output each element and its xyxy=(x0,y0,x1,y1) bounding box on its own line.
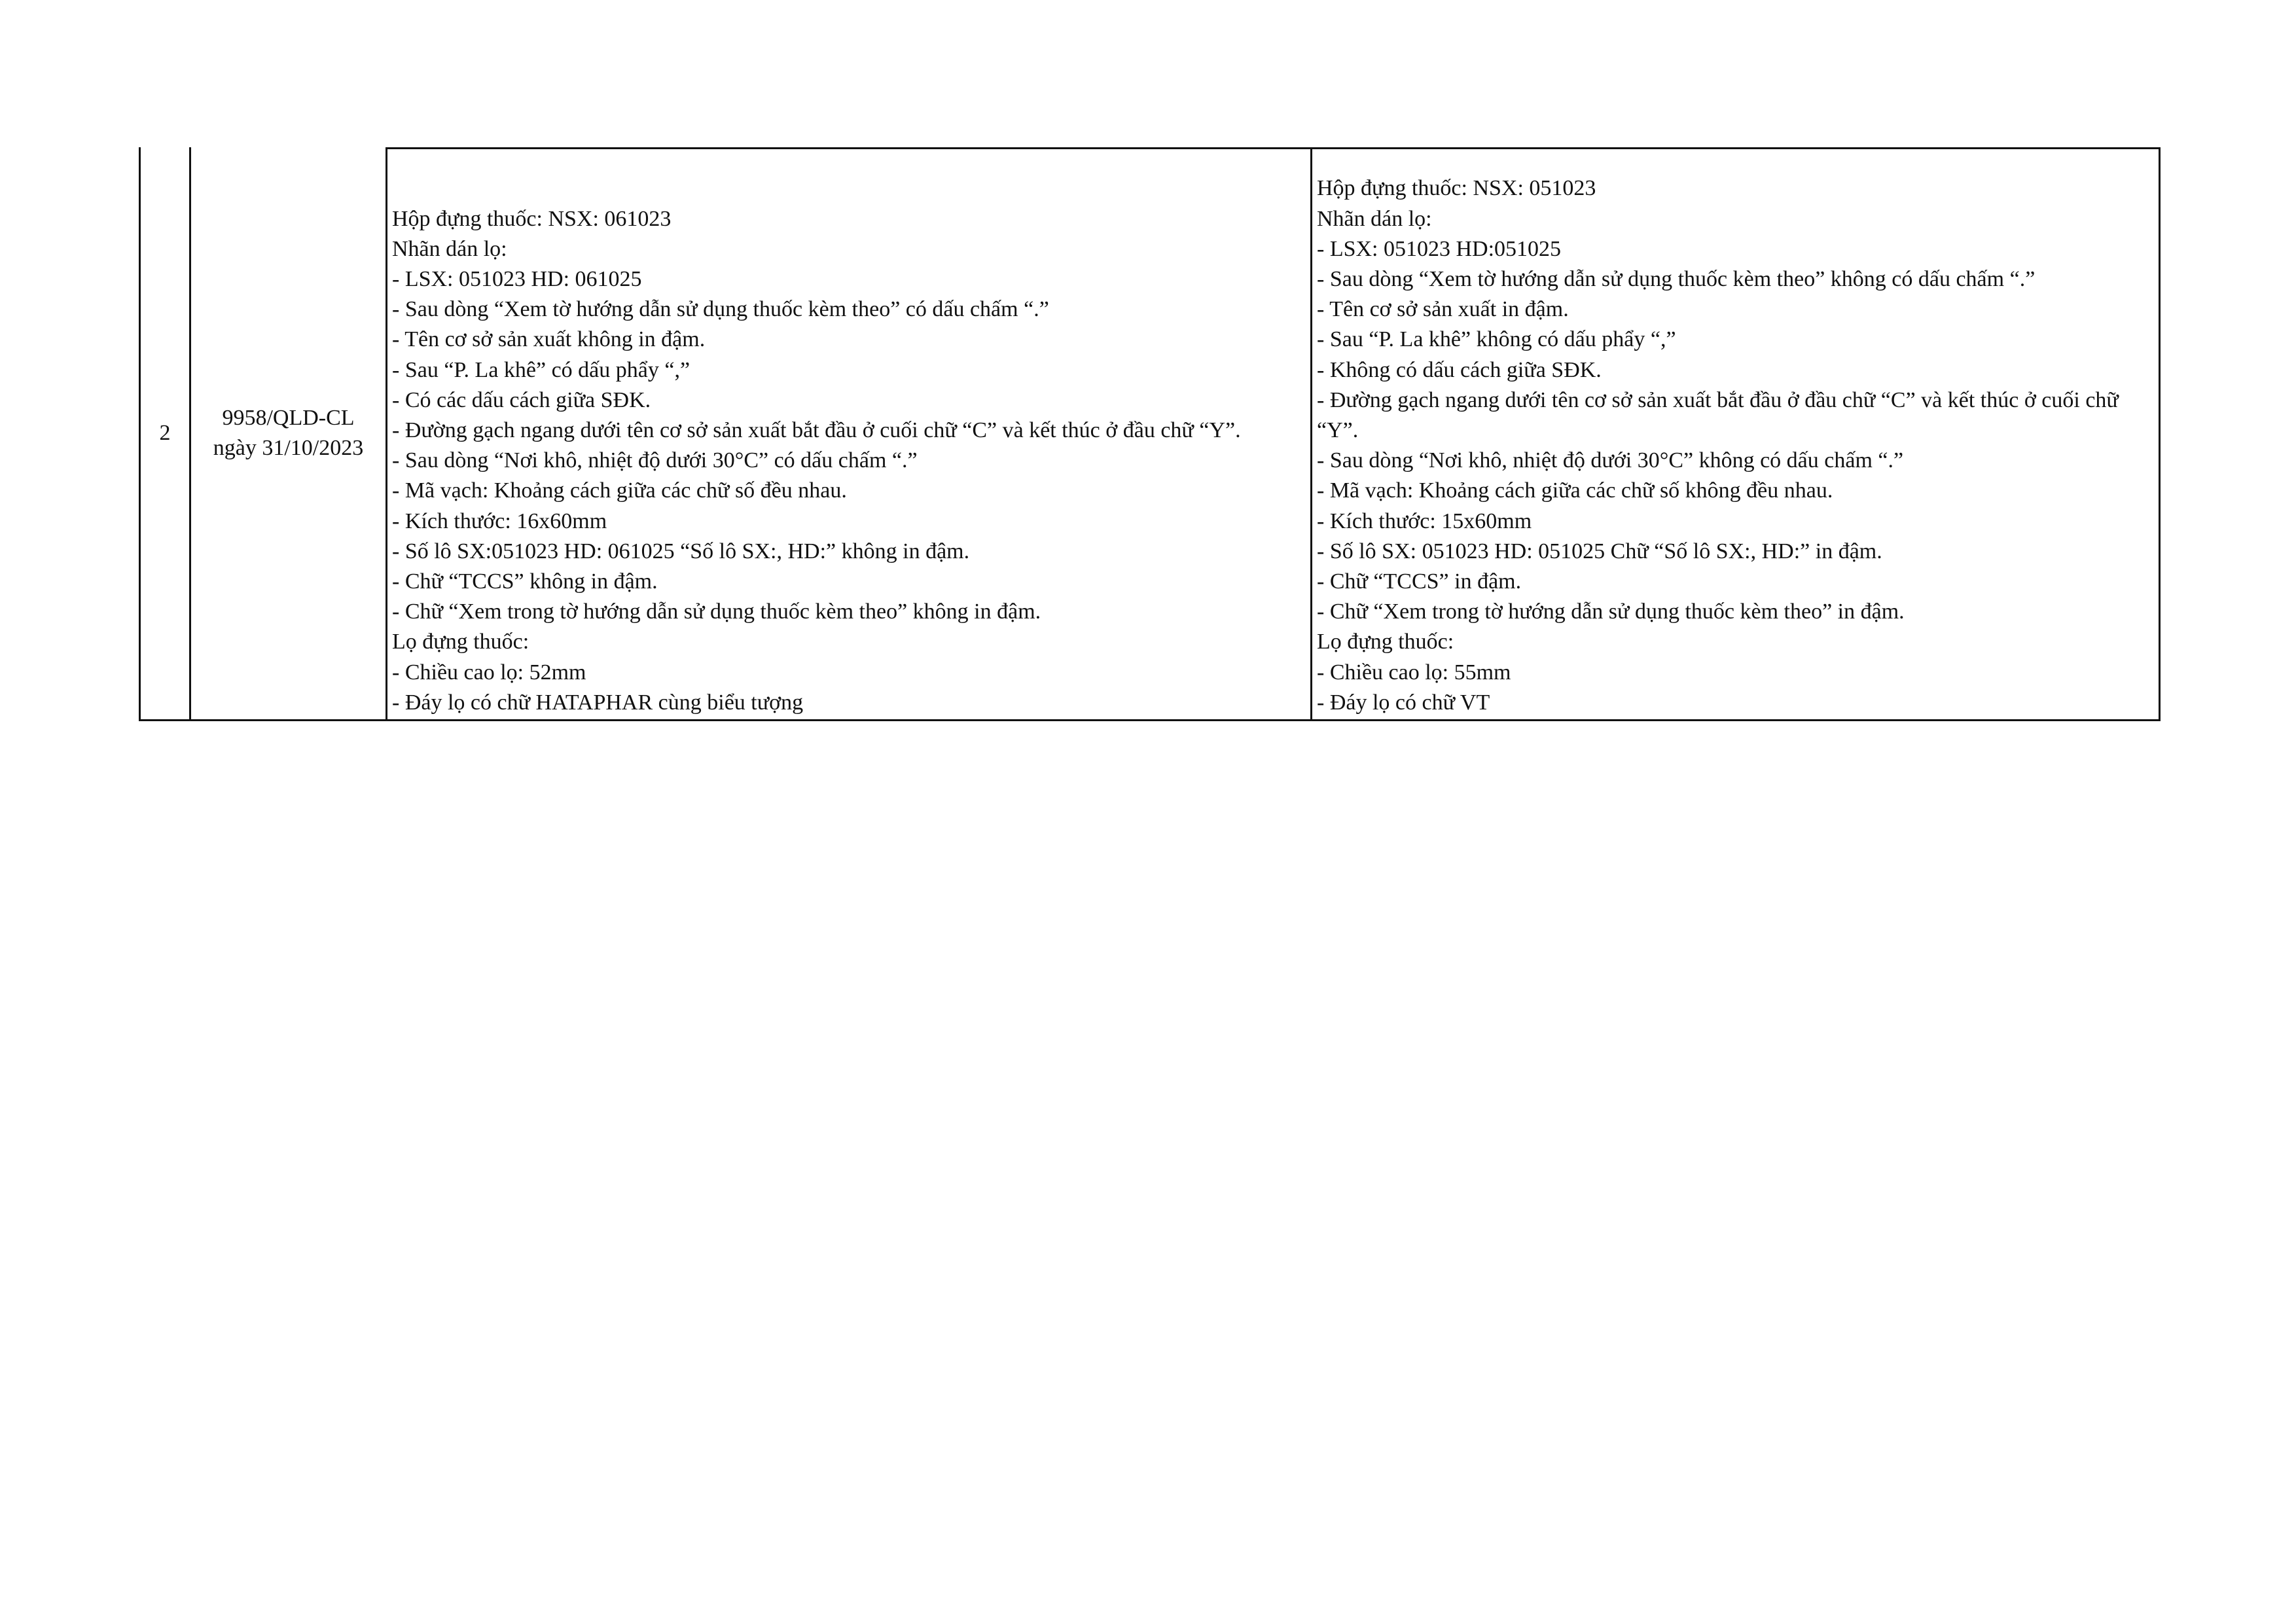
description-line: - Chữ “TCCS” không in đậm. xyxy=(392,569,658,594)
description-line: - Có các dấu cách giữa SĐK. xyxy=(392,387,651,412)
counterfeit-text xyxy=(392,204,1305,718)
counterfeit-description-cell xyxy=(387,147,1312,721)
description-line: Hộp đựng thuốc: NSX: 061023 xyxy=(392,206,672,231)
description-line: - Đường gạch ngang dưới tên cơ sở sản xuất bắt đầu ở đầu chữ “C” và kết thúc ở cuối chữ “Y”. xyxy=(1317,387,2119,442)
description-line: - Chiều cao lọ: 52mm xyxy=(392,660,586,685)
description-line: - Sau dòng “Nơi khô, nhiệt độ dưới 30°C” không có dấu chấm “.” xyxy=(1317,448,1904,473)
document-reference-cell xyxy=(191,147,387,721)
description-line: Nhãn dán lọ: xyxy=(1317,206,1432,231)
description-line: - Tên cơ sở sản xuất không in đậm. xyxy=(392,327,706,352)
genuine-text xyxy=(1317,173,2153,718)
description-line: - Chữ “TCCS” in đậm. xyxy=(1317,569,1522,594)
description-line: - Mã vạch: Khoảng cách giữa các chữ số đều nhau. xyxy=(392,478,847,503)
description-line: - Sau “P. La khê” có dấu phẩy “,” xyxy=(392,357,691,382)
description-line: - Sau “P. La khê” không có dấu phẩy “,” xyxy=(1317,327,1676,352)
description-line: - Sau dòng “Nơi khô, nhiệt độ dưới 30°C” có dấu chấm “.” xyxy=(392,448,918,473)
table-row xyxy=(139,147,2161,721)
description-line: - Mã vạch: Khoảng cách giữa các chữ số không đều nhau. xyxy=(1317,478,1833,503)
description-line: - Chiều cao lọ: 55mm xyxy=(1317,660,1511,685)
description-line: - Chữ “Xem trong tờ hướng dẫn sử dụng thuốc kèm theo” không in đậm. xyxy=(392,599,1041,624)
row-number-cell xyxy=(139,147,191,721)
description-line: - Không có dấu cách giữa SĐK. xyxy=(1317,357,1602,382)
row-number: 2 xyxy=(159,421,171,445)
description-line: - Kích thước: 15x60mm xyxy=(1317,508,1532,533)
description-line: Nhãn dán lọ: xyxy=(392,236,507,261)
description-line: Lọ đựng thuốc: xyxy=(1317,630,1454,654)
description-line: - LSX: 051023 HD:051025 xyxy=(1317,236,1562,261)
description-line: - LSX: 051023 HD: 061025 xyxy=(392,266,642,291)
description-line: - Số lô SX: 051023 HD: 051025 Chữ “Số lô SX:, HD:” in đậm. xyxy=(1317,539,1882,563)
description-line: - Sau dòng “Xem tờ hướng dẫn sử dụng thuốc kèm theo” không có dấu chấm “.” xyxy=(1317,266,2036,291)
description-line: - Sau dòng “Xem tờ hướng dẫn sử dụng thuốc kèm theo” có dấu chấm “.” xyxy=(392,297,1049,322)
description-line: - Đáy lọ có chữ VT xyxy=(1317,690,1490,715)
description-line: - Tên cơ sở sản xuất in đậm. xyxy=(1317,297,1569,322)
document-date: ngày 31/10/2023 xyxy=(213,436,364,460)
description-line: - Đường gạch ngang dưới tên cơ sở sản xuất bắt đầu ở cuối chữ “C” và kết thúc ở đầu chữ “Y”. xyxy=(392,418,1241,442)
description-line: - Đáy lọ có chữ HATAPHAR cùng biểu tượng xyxy=(392,690,804,715)
document-code: 9958/QLD-CL xyxy=(222,406,355,430)
description-line: - Kích thước: 16x60mm xyxy=(392,508,607,533)
description-line: Lọ đựng thuốc: xyxy=(392,630,529,654)
description-line: - Chữ “Xem trong tờ hướng dẫn sử dụng thuốc kèm theo” in đậm. xyxy=(1317,599,1905,624)
description-line: - Số lô SX:051023 HD: 061025 “Số lô SX:, HD:” không in đậm. xyxy=(392,539,970,563)
description-line: Hộp đựng thuốc: NSX: 051023 xyxy=(1317,176,1596,201)
genuine-description-cell xyxy=(1312,147,2161,721)
